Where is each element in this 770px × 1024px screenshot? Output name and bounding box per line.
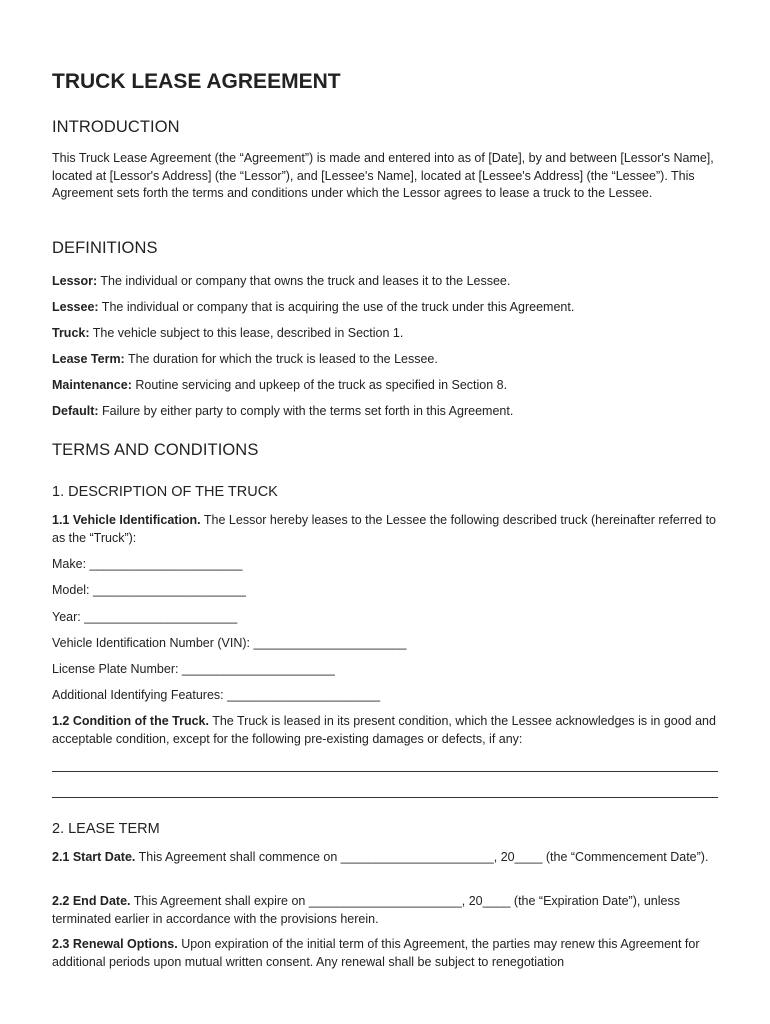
definition-term: Default: bbox=[52, 404, 99, 418]
clause-label: 2.3 Renewal Options. bbox=[52, 937, 178, 951]
blank-line bbox=[52, 771, 718, 772]
field-model: Model: ______________________ bbox=[52, 583, 246, 597]
document-title: TRUCK LEASE AGREEMENT bbox=[52, 70, 341, 93]
field-year: Year: ______________________ bbox=[52, 610, 238, 624]
clause-1-1 bbox=[52, 512, 720, 547]
definition-text: The duration for which the truck is leased to the Lessee. bbox=[124, 352, 438, 366]
definition-term: Lessee: bbox=[52, 300, 99, 314]
definition-item bbox=[52, 377, 507, 394]
definition-text: The individual or company that owns the truck and leases it to the Lessee. bbox=[97, 274, 511, 288]
definition-text: The vehicle subject to this lease, described in Section 1. bbox=[89, 326, 404, 340]
introduction-text: This Truck Lease Agreement (the “Agreement”) is made and entered into as of [Date], by and between [Lessor's Name], located at [Lessor's Address] (the “Lessor”), and [Lessee's Name], located at [Lessee's Address] (the “Lessee”). This Agreement sets forth the terms and conditions under which the Lessor agrees to lease a truck to the Lessee. bbox=[52, 151, 714, 200]
definition-text: Routine servicing and upkeep of the truck as specified in Section 8. bbox=[131, 378, 508, 392]
definition-item bbox=[52, 351, 438, 368]
definition-term: Truck: bbox=[52, 326, 90, 340]
terms-heading: TERMS AND CONDITIONS bbox=[52, 441, 259, 459]
field-license-plate: License Plate Number: ______________________ bbox=[52, 662, 335, 676]
definition-item bbox=[52, 273, 510, 290]
definition-item bbox=[52, 403, 513, 420]
clause-text: The Lessor hereby leases to the Lessee the following described truck (hereinafter referred to as the “Truck”): bbox=[52, 513, 717, 545]
definition-term: Lease Term: bbox=[52, 352, 125, 366]
clause-label: 1.1 Vehicle Identification. bbox=[52, 513, 201, 527]
introduction-heading: INTRODUCTION bbox=[52, 118, 180, 136]
clause-label: 1.2 Condition of the Truck. bbox=[52, 714, 209, 728]
definitions-heading: DEFINITIONS bbox=[52, 239, 158, 257]
definition-item bbox=[52, 299, 574, 316]
clause-2-2 bbox=[52, 893, 720, 928]
field-additional-features: Additional Identifying Features: ______________________ bbox=[52, 688, 381, 702]
clause-2-3 bbox=[52, 936, 720, 971]
definition-term: Lessor: bbox=[52, 274, 98, 288]
clause-text: This Agreement shall expire on ______________________, 20____ (the “Expiration Date”), unless terminated earlier in accordance with the provisions herein. bbox=[52, 894, 680, 926]
section-2-heading: 2. LEASE TERM bbox=[52, 821, 160, 837]
clause-text: Upon expiration of the initial term of this Agreement, the parties may renew this Agreement for additional periods upon mutual written consent. Any renewal shall be subject to renegotiation bbox=[52, 937, 700, 969]
clause-label: 2.2 End Date. bbox=[52, 894, 131, 908]
field-make: Make: ______________________ bbox=[52, 557, 243, 571]
definition-text: The individual or company that is acquiring the use of the truck under this Agreement. bbox=[98, 300, 575, 314]
clause-label: 2.1 Start Date. bbox=[52, 850, 136, 864]
clause-2-1 bbox=[52, 849, 720, 867]
clause-1-2 bbox=[52, 713, 720, 748]
definition-item bbox=[52, 325, 403, 342]
definition-text: Failure by either party to comply with the terms set forth in this Agreement. bbox=[98, 404, 514, 418]
clause-text: The Truck is leased in its present condition, which the Lessee acknowledges is in good and acceptable condition, except for the following pre-existing damages or defects, if any: bbox=[52, 714, 716, 746]
clause-text: This Agreement shall commence on ______________________, 20____ (the “Commencement Date”). bbox=[135, 850, 709, 864]
field-vin: Vehicle Identification Number (VIN): ______________________ bbox=[52, 636, 407, 650]
blank-line bbox=[52, 797, 718, 798]
definition-term: Maintenance: bbox=[52, 378, 132, 392]
section-1-heading: 1. DESCRIPTION OF THE TRUCK bbox=[52, 484, 278, 500]
